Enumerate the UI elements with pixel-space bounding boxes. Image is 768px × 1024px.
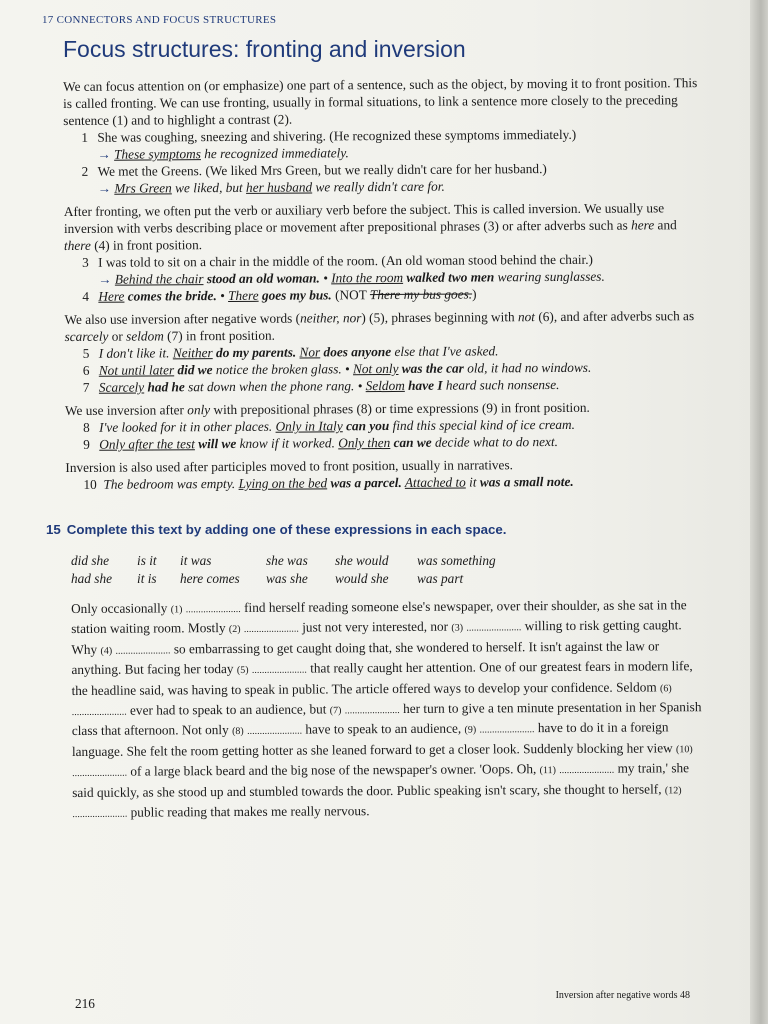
page-number: 216 bbox=[75, 996, 95, 1011]
gap-number: (8) bbox=[232, 726, 244, 738]
gap-number: (11) bbox=[539, 765, 556, 777]
arrow-icon: → bbox=[97, 180, 112, 196]
negative-words-paragraph: We also use inversion after negative words (neither, nor) (5), phrases beginning with not (6), and after adverbs such as scarcely or seldom (7) in front position. bbox=[64, 308, 695, 344]
expression-item: she was bbox=[266, 553, 308, 568]
running-head: 17 CONNECTORS AND FOCUS STRUCTURES bbox=[42, 14, 277, 26]
expression-item: is it bbox=[137, 553, 157, 568]
answer-gap[interactable]: ...................... bbox=[344, 705, 400, 717]
example-3: 3 I was told to sit on a chair in the middle of the room. (An old woman stood behind the chair.) bbox=[82, 251, 594, 270]
answer-gap[interactable]: ...................... bbox=[115, 645, 171, 657]
expression-item: it was bbox=[180, 553, 212, 568]
gap-number: (3) bbox=[451, 623, 464, 635]
example-9: 9 Only after the test will we know if it worked. Only then can we decide what to do next. bbox=[83, 433, 558, 452]
exercise-number: 15 bbox=[46, 522, 61, 537]
gap-number: (7) bbox=[329, 705, 342, 717]
gap-number: (9) bbox=[464, 724, 477, 737]
example-10: 10 The bedroom was empty. Lying on the bed was a parcel. Attached to it was a small note. bbox=[83, 473, 574, 492]
example-number: 2 bbox=[81, 163, 89, 179]
exercise-instruction: Complete this text by adding one of these expressions in each space. bbox=[66, 522, 507, 537]
expression-item: it is bbox=[137, 571, 157, 586]
answer-gap[interactable]: ...................... bbox=[479, 724, 535, 736]
answer-gap[interactable]: ...................... bbox=[247, 726, 303, 738]
gap-number: (12) bbox=[664, 784, 682, 797]
expression-item: she would bbox=[335, 553, 389, 568]
example-5: 5 I don't like it. Neither do my parents. Nor does anyone else that I've asked. bbox=[82, 343, 499, 361]
arrow-icon: → bbox=[97, 146, 111, 162]
exercise-passage: Only occasionally (1) ...................... find herself reading someone else's newspaper, over their shoulder, as she sat in the station waiting room. Mostly (2) ...................... just not very interested, nor (3) ...................... willing to risk getting caught. Why (4) ...................... so embarrassing to get caught doing that, she wondered to herself. It isn't against the law or anything. But facing her today (5) ...................... that really caught her attention. One of our greatest fears in modern life, the headline said, was having to speak in public. The article offered ways to develop your confidence. Seldom (6) ...................... ever had to speak to an audience, but (7) ...................... her turn to give a ten minute presentation in her Spanish class that afternoon. Not only (8) ...................... have to speak to an audience, (9) ...................... have to do it in a foreign language. She felt the room getting hotter as she leaned forward to get a closer look. Suddenly blocking her view (10) ...................... of a large black beard and the big nose of the newspaper's owner. 'Oops. Oh, (11) ...................... my train,' she said quickly, as she stood up and stumbled towards the door. Public speaking isn't scary, she thought to herself, (12) ...................... public reading that makes me really nervous. bbox=[71, 597, 702, 821]
gap-number: (5) bbox=[236, 665, 249, 677]
answer-gap[interactable]: ...................... bbox=[185, 603, 241, 616]
gap-number: (1) bbox=[170, 604, 183, 616]
example-7: 7 Scarcely had he sat down when the phone rang. • Seldom have I heard such nonsense. bbox=[82, 376, 560, 395]
grammar-explanation bbox=[63, 74, 706, 493]
gap-number: (10) bbox=[676, 744, 693, 756]
answer-gap[interactable]: ...................... bbox=[243, 624, 299, 636]
gap-number: (2) bbox=[228, 624, 241, 636]
example-1: 1 She was coughing, sneezing and shivering. (He recognized these symptoms immediately.) bbox=[81, 126, 577, 145]
expression-item: did she bbox=[71, 553, 110, 568]
page-title: Focus structures: fronting and inversion bbox=[63, 36, 466, 62]
answer-gap[interactable]: ...................... bbox=[72, 767, 128, 780]
example-4: 4 Here comes the bride. • There goes my bus. (NOT There my bus goes.) bbox=[82, 286, 477, 304]
answer-gap[interactable]: ...................... bbox=[71, 706, 127, 719]
gap-number: (6) bbox=[659, 682, 672, 695]
book-spine bbox=[750, 0, 768, 1024]
example-2: 2 We met the Greens. (We liked Mrs Green, but we really didn't care for her husband.) bbox=[81, 161, 547, 179]
expression-item: had she bbox=[71, 571, 112, 586]
exercise-heading bbox=[46, 522, 506, 537]
gap-number: (4) bbox=[100, 645, 113, 657]
fronting-paragraph: We can focus attention on (or emphasize) one part of a sentence, such as the object, by moving it to front position. This is called fronting. We can use fronting, usually in formal situations, to link a sentence more closely to the preceding sentence (1) and to highlight a contrast (2). bbox=[63, 75, 698, 128]
answer-gap[interactable]: ...................... bbox=[559, 764, 615, 777]
answer-gap[interactable]: ...................... bbox=[72, 808, 128, 821]
arrow-icon: → bbox=[98, 271, 112, 287]
example-number: 1 bbox=[81, 129, 89, 145]
example-2-fronted: → Mrs Green we liked, but her husband we really didn't care for. bbox=[97, 178, 445, 196]
inversion-paragraph: After fronting, we often put the verb or auxiliary verb before the subject. This is called inversion. We usually use inversion with verbs describing place or movement after prepositional phrases (3) or after adverbs such as here and there (4) in front position. bbox=[63, 200, 677, 253]
only-paragraph: We use inversion after only with prepositional phrases (8) or time expressions (9) in front position. bbox=[64, 399, 590, 418]
expression-item: would she bbox=[335, 571, 389, 586]
example-8: 8 I've looked for it in other places. Only in Italy can you find this special kind of ice cream. bbox=[83, 416, 575, 435]
expression-item: here comes bbox=[180, 571, 240, 586]
example-1-fronted: → These symptoms he recognized immediately. bbox=[97, 145, 349, 162]
cross-reference-note: Inversion after negative words 48 bbox=[555, 990, 690, 1001]
example-3-inverted: → Behind the chair stood an old woman. • Into the room walked two men wearing sunglasses. bbox=[98, 268, 605, 287]
answer-gap[interactable]: ...................... bbox=[251, 664, 307, 677]
example-6: 6 Not until later did we notice the broken glass. • Not only was the car old, it had no windows. bbox=[82, 359, 592, 378]
expression-item: was she bbox=[266, 571, 308, 586]
expression-item: was part bbox=[417, 571, 464, 586]
expression-item: was something bbox=[417, 553, 496, 568]
participles-paragraph: Inversion is also used after participles moved to front position, usually in narratives. bbox=[65, 457, 513, 475]
answer-gap[interactable]: ...................... bbox=[466, 622, 522, 634]
